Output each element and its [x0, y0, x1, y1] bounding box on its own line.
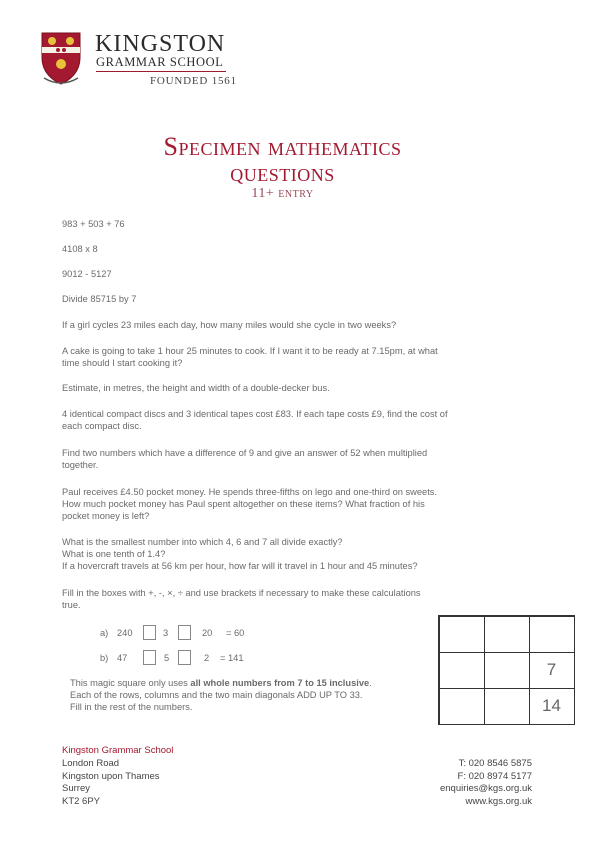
school-crest-logo: [38, 30, 84, 88]
question-3: 9012 - 5127: [62, 269, 112, 279]
operator-box-b-2[interactable]: [178, 650, 191, 665]
calc-row-a: [100, 625, 270, 641]
magic-square-grid: [438, 615, 575, 725]
footer-email-link[interactable]: enquiries@kgs.org.uk: [439, 783, 532, 794]
question-9: [62, 447, 537, 471]
magic-text-bold: all whole numbers from 7 to 15 inclusive: [190, 678, 370, 688]
operator-box-a-2[interactable]: [178, 625, 191, 640]
magic-text-post: .: [369, 678, 372, 688]
calc-a-number-3: 20: [202, 628, 213, 638]
calc-b-result: = 141: [220, 653, 244, 663]
magic-cell[interactable]: [439, 616, 485, 653]
calc-a-number-2: 3: [163, 628, 169, 638]
calc-a-number-1: 240: [117, 628, 133, 638]
page-title-line-2: questions: [230, 158, 335, 187]
question-12-line-2: true.: [62, 600, 81, 610]
footer-address-line-3: Surrey: [62, 783, 90, 794]
calc-b-number-2: 5: [164, 653, 170, 663]
question-8-line-2: each compact disc.: [62, 421, 142, 431]
question-10-line-1: Paul receives £4.50 pocket money. He spends three-fifths on lego and one-third on sweets.: [62, 487, 438, 497]
calc-a-result: = 60: [226, 628, 245, 638]
question-6-line-2: time should I start cooking it?: [62, 358, 183, 368]
question-6: [62, 345, 537, 369]
question-8-line-1: 4 identical compact discs and 3 identical tapes cost £83. If each tape costs £9, find the cost of: [62, 409, 448, 419]
magic-cell: 14: [529, 688, 575, 725]
magic-square-instruction-2: Each of the rows, columns and the two main diagonals ADD UP TO 33.: [70, 690, 363, 700]
question-7: Estimate, in metres, the height and width of a double-decker bus.: [62, 383, 330, 393]
question-10: [62, 486, 537, 522]
school-subtitle: GRAMMAR SCHOOL: [96, 55, 224, 69]
question-6-line-1: A cake is going to take 1 hour 25 minutes to cook. If I want it to be ready at 7.15pm, at what: [62, 346, 438, 356]
magic-cell[interactable]: [484, 616, 530, 653]
magic-square-instruction-1: [70, 677, 372, 689]
question-9-line-2: together.: [62, 460, 99, 470]
header-rule: [96, 71, 226, 72]
question-10-line-2: How much pocket money has Paul spent altogether on these items? What fraction of his: [62, 499, 425, 509]
operator-box-b-1[interactable]: [143, 650, 156, 665]
operator-box-a-1[interactable]: [143, 625, 156, 640]
magic-text-pre: This magic square only uses: [70, 678, 191, 688]
question-8: [62, 408, 537, 432]
question-11-line-1: What is the smallest number into which 4, 6 and 7 all divide exactly?: [62, 537, 343, 547]
school-name: KINGSTON: [95, 31, 226, 57]
question-12-line-1: Fill in the boxes with +, -, ×, ÷ and use brackets if necessary to make these calculations: [62, 588, 421, 598]
question-4: Divide 85715 by 7: [62, 294, 137, 304]
magic-cell[interactable]: [484, 688, 530, 725]
magic-cell[interactable]: [484, 652, 530, 689]
magic-cell[interactable]: [439, 688, 485, 725]
calc-b-number-3: 2: [204, 653, 210, 663]
footer-website-link[interactable]: www.kgs.org.uk: [465, 796, 532, 807]
question-11-line-2: What is one tenth of 1.4?: [62, 549, 166, 559]
question-11: [62, 536, 537, 572]
footer-school-name: Kingston Grammar School: [62, 745, 174, 756]
page-title-line-1: Specimen mathematics: [163, 132, 402, 161]
question-5: If a girl cycles 23 miles each day, how many miles would she cycle in two weeks?: [62, 320, 397, 330]
question-10-line-3: pocket money is left?: [62, 511, 150, 521]
footer-address-line-2: Kingston upon Thames: [62, 771, 160, 782]
magic-cell[interactable]: [529, 616, 575, 653]
calc-b-number-1: 47: [117, 653, 128, 663]
magic-square-instruction-3: Fill in the rest of the numbers.: [70, 702, 193, 712]
footer-telephone: T: 020 8546 5875: [458, 758, 532, 769]
question-2: 4108 x 8: [62, 244, 98, 254]
question-9-line-1: Find two numbers which have a difference of 9 and give an answer of 52 when multiplied: [62, 448, 428, 458]
calc-b-label: b): [100, 653, 109, 663]
footer-address-line-4: KT2 6PY: [62, 796, 101, 807]
founded-text: FOUNDED 1561: [150, 75, 237, 87]
magic-cell[interactable]: [439, 652, 485, 689]
calc-row-b: [100, 650, 270, 666]
footer-address-line-1: London Road: [62, 758, 120, 769]
footer-fax: F: 020 8974 5177: [457, 771, 532, 782]
page-subtitle: 11+ entry: [251, 186, 314, 201]
calc-a-label: a): [100, 628, 109, 638]
question-12: [62, 587, 537, 611]
magic-cell: 7: [529, 652, 575, 689]
question-11-line-3: If a hovercraft travels at 56 km per hour, how far will it travel in 1 hour and 45 minutes?: [62, 561, 418, 571]
question-1: 983 + 503 + 76: [62, 219, 125, 229]
